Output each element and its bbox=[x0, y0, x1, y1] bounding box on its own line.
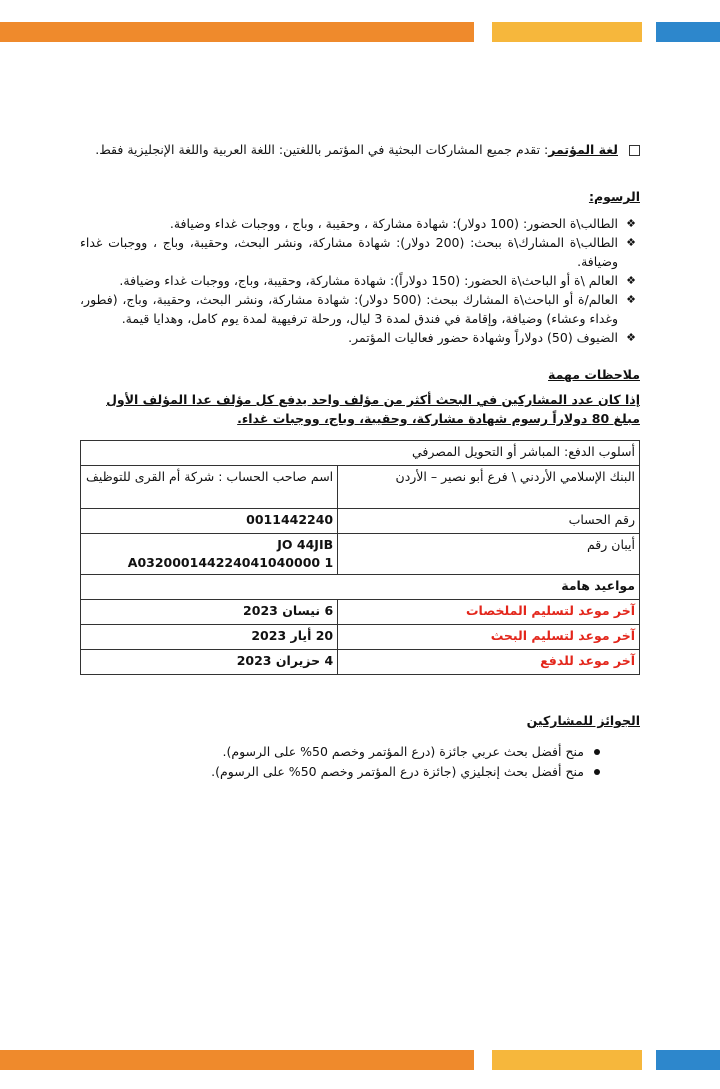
account-number: 0011442240 bbox=[81, 509, 338, 534]
prizes-title: الجوائز للمشاركين bbox=[526, 713, 640, 728]
diamond-bullet-icon: ❖ bbox=[626, 236, 636, 249]
payment-method: أسلوب الدفع: المباشر أو التحويل المصرفي bbox=[81, 441, 640, 466]
footer-bar-yellow bbox=[492, 1050, 642, 1070]
header-bar-orange bbox=[0, 22, 474, 42]
bullet-icon bbox=[594, 749, 600, 755]
deadlines-title: مواعيد هامة bbox=[81, 575, 640, 600]
payment-table bbox=[80, 440, 640, 675]
diamond-bullet-icon: ❖ bbox=[626, 331, 636, 344]
table-row bbox=[81, 600, 640, 625]
fee-item: ❖ الضيوف (50) دولاراً وشهادة حضور فعاليات المؤتمر. bbox=[348, 330, 636, 345]
table-row bbox=[81, 441, 640, 466]
table-row bbox=[81, 650, 640, 675]
footer-bar-orange bbox=[0, 1050, 474, 1070]
account-holder: اسم صاحب الحساب : شركة أم القرى للتوظيف bbox=[81, 466, 338, 509]
footer-bar-blue bbox=[656, 1050, 720, 1070]
table-row bbox=[81, 575, 640, 600]
prizes-list bbox=[80, 742, 640, 782]
bank-name: البنك الإسلامي الأردني \ فرع أبو نصير – الأردن bbox=[338, 466, 640, 509]
conference-language-label: لغة المؤتمر bbox=[548, 142, 618, 157]
deadline-label: آخر موعد للدفع bbox=[338, 650, 640, 675]
header-color-bar bbox=[0, 22, 720, 42]
deadline-date: 4 حزيران 2023 bbox=[81, 650, 338, 675]
diamond-bullet-icon: ❖ bbox=[626, 217, 636, 230]
fee-item: ❖ العالم \ة أو الباحث\ة الحضور: (150 دولاراً): شهادة مشاركة، وحقيبة، وباج، ووجبات غداء وضيافة. bbox=[119, 273, 636, 288]
deadline-date: 20 أيار 2023 bbox=[81, 625, 338, 650]
iban-value: JO 44JIB A032000144224041040000 1 bbox=[81, 534, 338, 575]
checkbox-icon bbox=[629, 145, 640, 156]
deadline-date: 6 نيسان 2023 bbox=[81, 600, 338, 625]
deadline-label: آخر موعد لتسليم الملخصات bbox=[338, 600, 640, 625]
notes-text: إذا كان عدد المشاركين في البحث أكثر من مؤلف واحد يدفع كل مؤلف عدا المؤلف الأول مبلغ 80 دولاراً رسوم شهادة مشاركة، وحقيبة، وباج، ووجبات غداء. bbox=[106, 392, 640, 426]
account-label: رقم الحساب bbox=[338, 509, 640, 534]
fees-title: الرسوم: bbox=[588, 189, 640, 204]
fee-item: ❖ الطالب\ة الحضور: (100 دولار): شهادة مشاركة ، وحقيبة ، وباج ، ووجبات غداء وضيافة. bbox=[169, 216, 636, 231]
list-item: منح أفضل بحث إنجليزي (جائزة درع المؤتمر وخصم 50% على الرسوم). bbox=[80, 762, 640, 782]
table-row bbox=[81, 534, 640, 575]
fees-list bbox=[80, 214, 640, 347]
conference-language-text: : تقدم جميع المشاركات البحثية في المؤتمر باللغتين: اللغة العربية واللغة الإنجليزية فقط. bbox=[95, 142, 549, 157]
table-row bbox=[81, 509, 640, 534]
header-bar-blue bbox=[656, 22, 720, 42]
page-content bbox=[80, 140, 640, 782]
diamond-bullet-icon: ❖ bbox=[626, 274, 636, 287]
conference-language bbox=[80, 140, 640, 159]
fee-item: ❖ العالم/ة أو الباحث\ة المشارك ببحث: (500 دولار): شهادة مشاركة، ونشر البحث، وحقيبة، وباج، (فطور، وغداء وعشاء) وضيافة، وإقامة في فندق لمدة 3 ليال، ورحلة ترفيهية لمدة يوم كامل، وهدايا قيمة. bbox=[80, 292, 636, 326]
diamond-bullet-icon: ❖ bbox=[626, 293, 636, 306]
notes-title: ملاحظات مهمة bbox=[548, 367, 640, 382]
bullet-icon bbox=[594, 769, 600, 775]
header-bar-yellow bbox=[492, 22, 642, 42]
iban-label: أيبان رقم bbox=[338, 534, 640, 575]
deadline-label: آخر موعد لتسليم البحث bbox=[338, 625, 640, 650]
table-row bbox=[81, 466, 640, 509]
list-item: منح أفضل بحث عربي جائزة (درع المؤتمر وخصم 50% على الرسوم). bbox=[80, 742, 640, 762]
table-row bbox=[81, 625, 640, 650]
fee-item: ❖ الطالب\ة المشارك\ة ببحث: (200 دولار): شهادة مشاركة، ونشر البحث، وحقيبة، وباج ، ووجبات غداء وضيافة. bbox=[80, 235, 636, 269]
footer-color-bar bbox=[0, 1050, 720, 1070]
